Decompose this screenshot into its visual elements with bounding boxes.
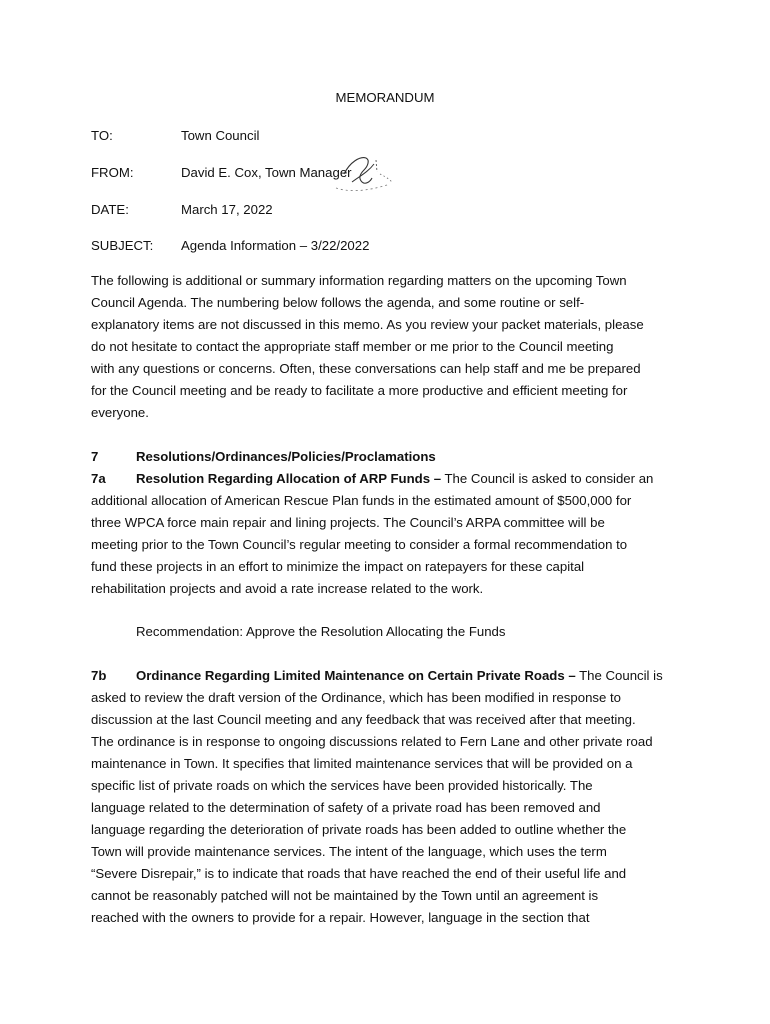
section-7 [91, 446, 683, 600]
from-label: FROM: [91, 165, 134, 180]
section-7-heading [91, 446, 683, 468]
date-label: DATE: [91, 202, 129, 217]
intro-line: with any questions or concerns. Often, these conversations can help staff and me be prepared [91, 361, 641, 376]
item-7b-title: Ordinance Regarding Limited Maintenance on Certain Private Roads – [136, 668, 576, 683]
date-value: March 17, 2022 [181, 202, 273, 217]
item-7b-line: maintenance in Town. It specifies that limited maintenance services that will be provided on a [91, 756, 633, 771]
item-7b-line: “Severe Disrepair,” is to indicate that roads that have reached the end of their useful life and [91, 866, 627, 881]
item-7a-number: 7a [91, 471, 106, 486]
to-value: Town Council [181, 128, 260, 143]
item-7b-line: asked to review the draft version of the Ordinance, which has been modified in response to [91, 690, 621, 705]
item-7b-line: language related to the determination of safety of a private road has been removed and [91, 800, 601, 815]
item-7b-line: reached with the owners to provide for a repair. However, language in the section that [91, 910, 590, 925]
intro-line: for the Council meeting and be ready to facilitate a more productive and efficient meeting for [91, 383, 628, 398]
item-7b-line: discussion at the last Council meeting and any feedback that was received after that meeting. [91, 712, 636, 727]
item-7a-line: three WPCA force main repair and lining projects. The Council’s ARPA committee will be [91, 515, 605, 530]
item-7a-first-line [91, 468, 683, 490]
intro-line: do not hesitate to contact the appropriate staff member or me prior to the Council meeting [91, 339, 614, 354]
section-7-number: 7 [91, 449, 99, 464]
to-label: TO: [91, 128, 113, 143]
intro-paragraph [91, 270, 683, 424]
intro-line: everyone. [91, 405, 149, 420]
signature-initials [330, 152, 396, 196]
item-7b [91, 665, 683, 929]
item-7a-text: The Council is asked to consider an [441, 471, 654, 486]
intro-line: explanatory items are not discussed in this memo. As you review your packet materials, please [91, 317, 644, 332]
section-7-title: Resolutions/Ordinances/Policies/Proclamations [136, 449, 436, 464]
intro-line: The following is additional or summary information regarding matters on the upcoming Town [91, 273, 627, 288]
item-7b-first-line [91, 665, 683, 687]
subject-value: Agenda Information – 3/22/2022 [181, 238, 370, 253]
from-value: David E. Cox, Town Manager [181, 165, 352, 180]
item-7b-line: cannot be reasonably patched will not be maintained by the Town until an agreement is [91, 888, 599, 903]
subject-label: SUBJECT: [91, 238, 154, 253]
item-7a-title: Resolution Regarding Allocation of ARP Funds – [136, 471, 442, 486]
item-7b-line: Town will provide maintenance services. The intent of the language, which uses the term [91, 844, 607, 859]
item-7b-line: specific list of private roads on which the services have been provided historically. The [91, 778, 593, 793]
item-7b-line: language regarding the deterioration of private roads has been added to outline whether the [91, 822, 627, 837]
item-7b-number: 7b [91, 668, 107, 683]
item-7b-text: The Council is [575, 668, 663, 683]
item-7a-line: fund these projects in an effort to minimize the impact on ratepayers for these capital [91, 559, 585, 574]
recommendation-text: Recommendation: Approve the Resolution Allocating the Funds [136, 624, 506, 639]
intro-line: Council Agenda. The numbering below follows the agenda, and some routine or self- [91, 295, 585, 310]
item-7a-line: additional allocation of American Rescue Plan funds in the estimated amount of $500,000 for [91, 493, 632, 508]
item-7a-recommendation [136, 621, 656, 643]
item-7a-line: meeting prior to the Town Council’s regular meeting to consider a formal recommendation to [91, 537, 628, 552]
item-7a-line: rehabilitation projects and avoid a rate increase related to the work. [91, 581, 484, 596]
item-7b-line: The ordinance is in response to ongoing discussions related to Fern Lane and other private road [91, 734, 653, 749]
memo-title: MEMORANDUM [335, 90, 435, 105]
